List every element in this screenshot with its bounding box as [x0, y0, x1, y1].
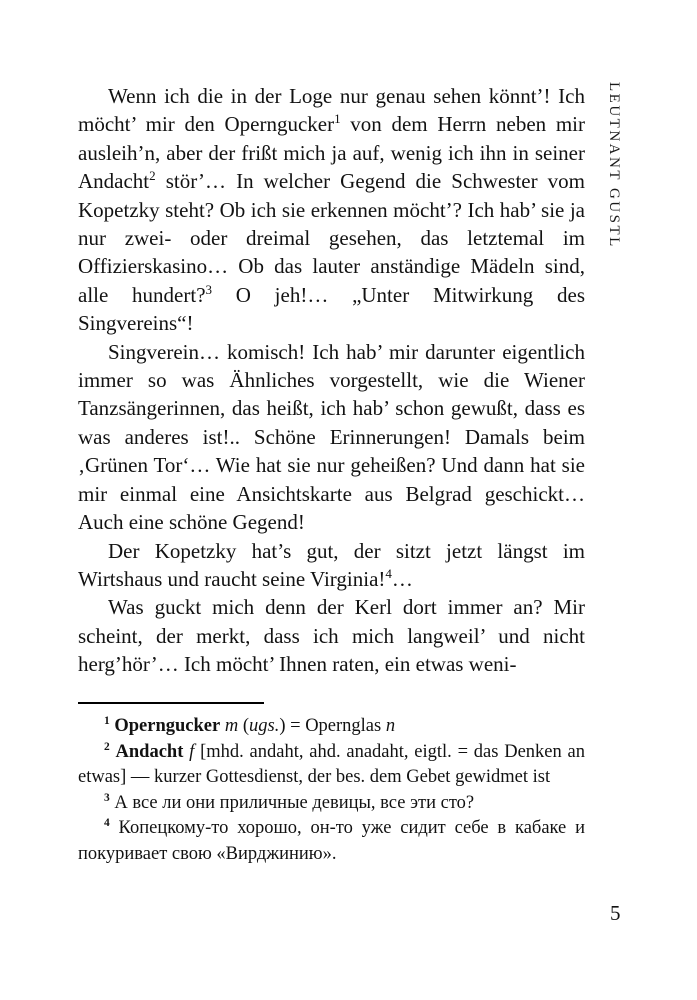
footnote-marker: 3: [205, 281, 213, 297]
footnote-divider: [78, 702, 264, 704]
paragraph: [78, 593, 585, 678]
footnote-marker: 1: [104, 714, 110, 727]
text-run: f: [189, 741, 195, 762]
text-run: Was guckt mich denn der Kerl dort immer an? Mir scheint, der merkt, dass ich mich langweil’ und nicht herg’hör’… Ich möcht’ Ihnen raten, ein etwas weni-: [78, 595, 585, 677]
footnote-marker: 2: [104, 740, 110, 753]
footnote-list: [78, 714, 585, 867]
text-run: Копецкому-то хорошо, он-то уже сидит себе в кабаке и покуривает свою «Вирджинию».: [78, 818, 585, 864]
footnote-marker: 2: [149, 168, 156, 184]
text-run: stör’… In welcher Gegend die Schwester vom Kopetzky steht? Ob ich sie erkennen möcht’? Ich hab’ sie ja nur zwei- oder dreimal gesehen, das letztemal im Offizierskasino… Ob das lauter anständige Mädeln sind, alle hundert?: [78, 169, 585, 307]
text-run: Andacht: [115, 741, 184, 762]
text-run: ) = Opernglas: [279, 716, 386, 736]
text-run: von dem Herrn neben mir ausleih’n, aber der frißt mich ja auf, wenig ich ihn in seiner Andacht: [78, 112, 585, 194]
text-run: n: [385, 716, 396, 736]
paragraph: [78, 338, 585, 537]
footnote: [78, 714, 585, 740]
text-run: Der Kopetzky hat’s gut, der sitzt jetzt längst im Wirtshaus und raucht seine Virginia!: [78, 538, 585, 591]
text-run: Operngucker: [114, 716, 221, 736]
text-run: Wenn ich die in der Loge nur genau sehen könnt’! Ich möcht’ mir den Operngucker: [78, 84, 585, 137]
footnotes-section: [78, 702, 585, 867]
body-text: [78, 82, 585, 679]
footnote-marker: 4: [385, 565, 392, 581]
text-run: O jeh!… „Unter Mitwirkung des Singvereins“!: [78, 282, 586, 336]
text-run: …: [391, 566, 413, 591]
text-run: (: [238, 716, 250, 736]
page-number: 5: [610, 901, 621, 925]
text-run: m: [224, 716, 239, 736]
paragraph: [78, 82, 585, 338]
footnote-marker: 4: [104, 816, 110, 829]
footnote-marker: 3: [104, 791, 110, 804]
footnote: [78, 816, 585, 867]
text-run: [mhd. andaht, ahd. anadaht, eigtl. = das Denken an etwas] — kurzer Gottesdienst, der bes. dem Gebet gewidmet ist: [78, 741, 585, 787]
footnote-marker: 1: [334, 111, 341, 127]
footnote: [78, 791, 585, 817]
running-head-vertical: LEUTNANT GUSTL: [606, 82, 622, 249]
text-run: Singverein… komisch! Ich hab’ mir darunter eigentlich immer so was Ähnliches vorgestellt, wie die Wiener Tanzsängerinnen, das heißt, ich hab’ schon gewußt, dass es was anderes ist!.. Schöne Erinnerungen! Damals beim ‚Grünen Tor‘… Wie hat sie nur geheißen? Und dann hat sie mir einmal eine Ansichtskarte aus Belgrad geschickt… Auch eine schöne Gegend!: [78, 339, 585, 535]
paragraph: [78, 537, 585, 594]
footnote: [78, 740, 585, 791]
text-run: ugs.: [249, 716, 280, 736]
text-run: А все ли они приличные девицы, все эти сто?: [109, 792, 475, 813]
